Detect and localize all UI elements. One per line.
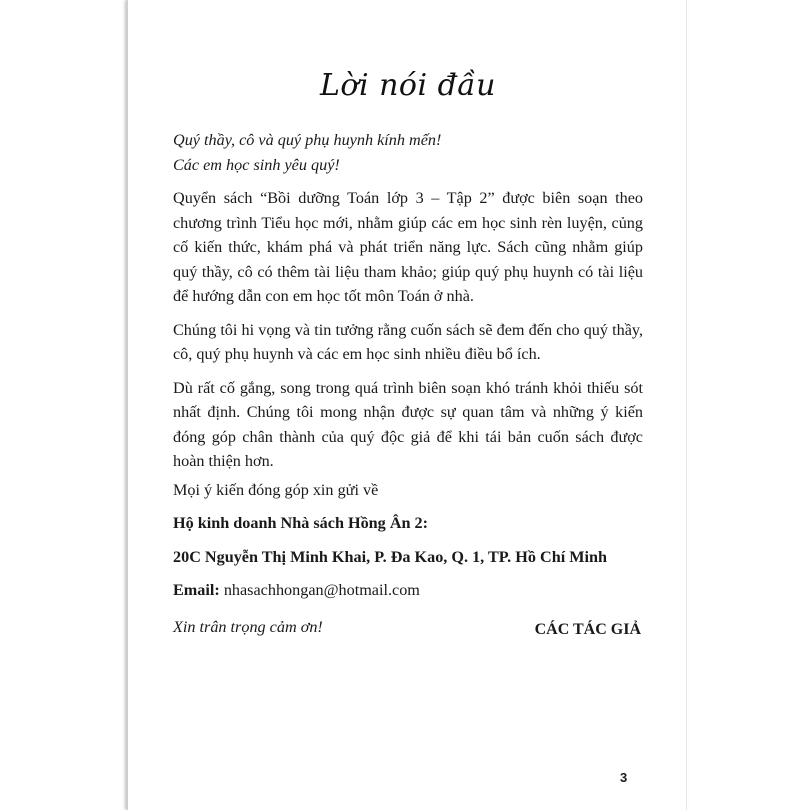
book-page	[127, 0, 688, 810]
preface-body	[173, 128, 643, 639]
greeting-line-1: Quý thầy, cô và quý phụ huynh kính mến!	[173, 131, 442, 149]
page-edge	[686, 0, 687, 810]
publisher-name: Hộ kinh doanh Nhà sách Hồng Ân 2:	[173, 514, 429, 532]
authors-signature: CÁC TÁC GIẢ	[534, 621, 641, 638]
email-value: nhasachhongan@hotmail.com	[223, 581, 420, 599]
email-row	[173, 578, 643, 603]
publisher-address: 20C Nguyễn Thị Minh Khai, P. Đa Kao, Q. 1, TP. Hồ Chí Minh	[173, 547, 608, 566]
page-number: 3	[620, 770, 628, 785]
paragraph-4: Mọi ý kiến đóng góp xin gửi về	[173, 480, 379, 499]
page-title: Lời nói đầu	[319, 68, 497, 103]
email-label: Email:	[173, 581, 220, 599]
paragraph-3: Dù rất cố gắng, song trong quá trình biên soạn khó tránh khỏi thiếu sót nhất định. Chúng tôi mong nhận được sự quan tâm và những ý kiến đóng góp chân thành của quý độc giả để khi tái bản cuốn sách được hoàn thiện hơn.	[173, 378, 643, 470]
paragraph-1: Quyển sách “Bồi dưỡng Toán lớp 3 – Tập 2” được biên soạn theo chương trình Tiểu học mới, nhằm giúp các em học sinh rèn luyện, củng cố kiến thức, khám phá và phát triển năng lực. Sách cũng nhằm giúp quý thầy, cô có thêm tài liệu tham khảo; giúp quý phụ huynh có tài liệu để hướng dẫn con em học tốt môn Toán ở nhà.	[173, 189, 643, 305]
greeting-line-2: Các em học sinh yêu quý!	[173, 155, 340, 174]
closing-thanks: Xin trân trọng cảm ơn!	[173, 617, 323, 636]
paragraph-2: Chúng tôi hi vọng và tin tưởng rằng cuốn sách sẽ đem đến cho quý thầy, cô, quý phụ huynh và các em học sinh nhiều điều bổ ích.	[173, 320, 643, 363]
